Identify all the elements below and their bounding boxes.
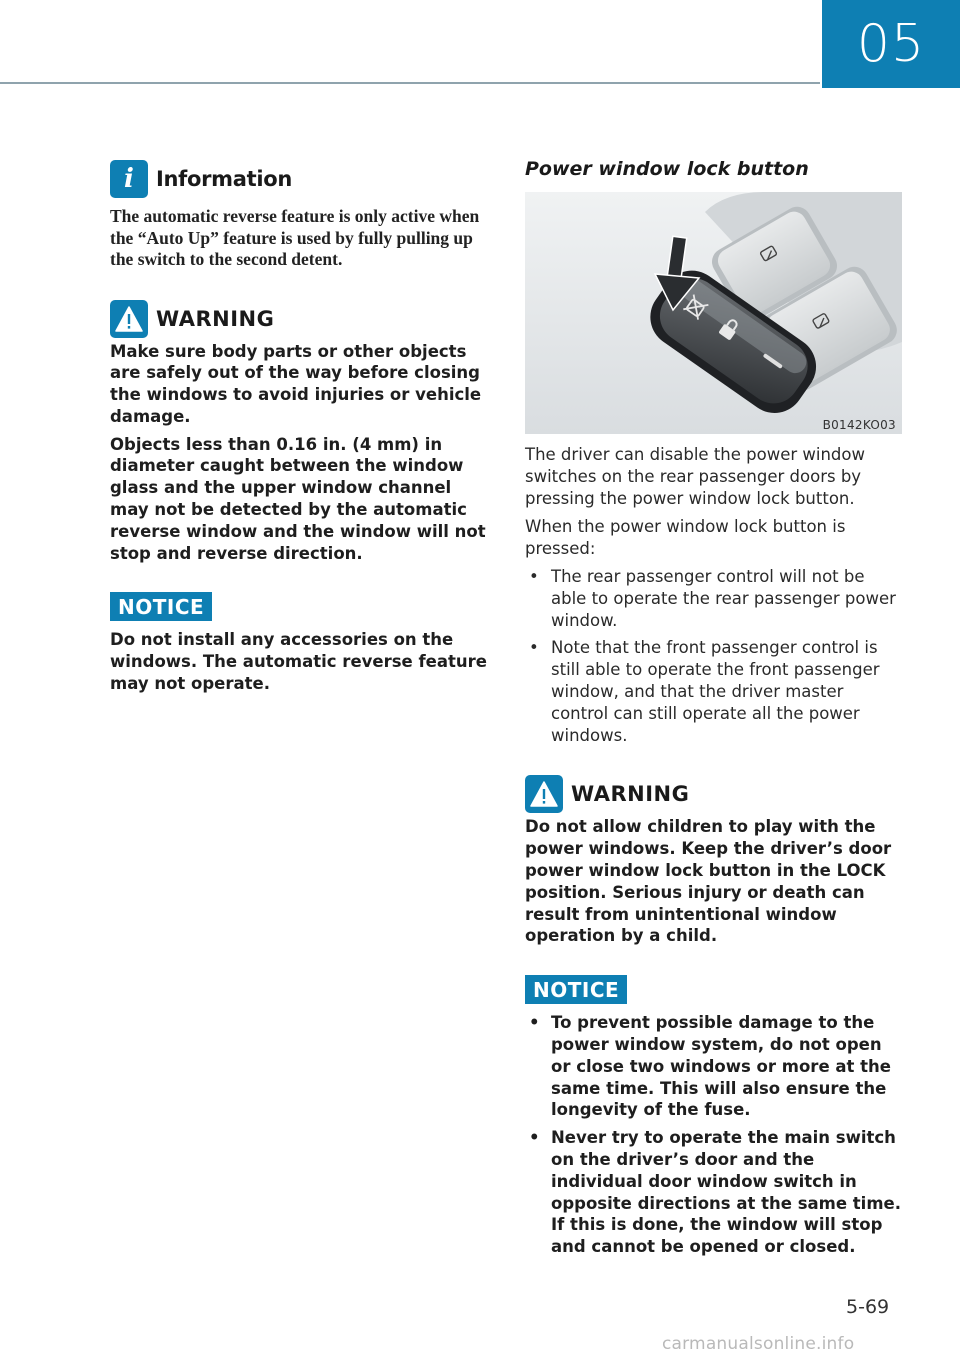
warning-title: WARNING [156, 306, 275, 331]
warning-heading [110, 299, 492, 339]
list-item: • To prevent possible damage to the power window system, do not open or close two windows or more at the same time. This will also ensure the longevity of the fuse. [525, 1012, 905, 1121]
right-column [525, 158, 905, 1258]
lock-button-illustration [525, 192, 902, 434]
lock-bullet-list [525, 566, 905, 746]
header-rule [0, 82, 820, 84]
section-title: Power window lock button [525, 158, 809, 180]
warning-triangle-icon [110, 300, 148, 338]
notice-bullet-list [525, 1012, 905, 1258]
page-number: 5-69 [846, 1296, 890, 1318]
watermark: carmanualsonline.info [662, 1334, 855, 1354]
warning-triangle-icon [525, 775, 563, 813]
information-icon: i [110, 160, 148, 198]
information-heading [110, 158, 492, 200]
warning-heading-2 [525, 774, 905, 814]
warning-paragraph-1: Make sure body parts or other objects are safely out of the way before closing the windows to avoid injuries or vehicle damage. [110, 341, 482, 426]
information-title: Information [156, 167, 293, 191]
chapter-tab [822, 0, 960, 88]
image-code: B0142KO03 [822, 418, 896, 432]
lock-paragraph-1: The driver can disable the power window switches on the rear passenger doors by pressing the power window lock button. [525, 445, 865, 508]
notice-text: Do not install any accessories on the windows. The automatic reverse feature may not operate. [110, 630, 487, 694]
list-item: • The rear passenger control will not be able to operate the rear passenger power window. [525, 566, 905, 631]
notice-label-2: NOTICE [525, 975, 627, 1004]
warning-paragraph-2: Objects less than 0.16 in. (4 mm) in diameter caught between the window glass and the upper window channel may not be detected by the automatic reverse window and the window will not stop and reverse direction. [110, 434, 486, 563]
lock-button-photo [525, 192, 902, 434]
information-text: The automatic reverse feature is only active when the “Auto Up” feature is used by fully pulling up the switch to the second detent. [110, 206, 480, 269]
left-column [110, 158, 492, 695]
chapter-number: 05 [856, 14, 926, 74]
warning-title-2: WARNING [571, 782, 690, 807]
warning-2-text: Do not allow children to play with the power windows. Keep the driver’s door power window lock button in the LOCK position. Serious injury or death can result from unintentional window operation by a child. [525, 817, 892, 946]
notice-label: NOTICE [110, 592, 212, 621]
list-item: • Note that the front passenger control is still able to operate the front passenger window, and that the driver master control can still operate all the power windows. [525, 637, 905, 746]
list-item: • Never try to operate the main switch on the driver’s door and the individual door window switch in opposite directions at the same time. If this is done, the window will stop and cannot be opened or closed. [525, 1127, 905, 1258]
lock-paragraph-2: When the power window lock button is pressed: [525, 517, 846, 559]
